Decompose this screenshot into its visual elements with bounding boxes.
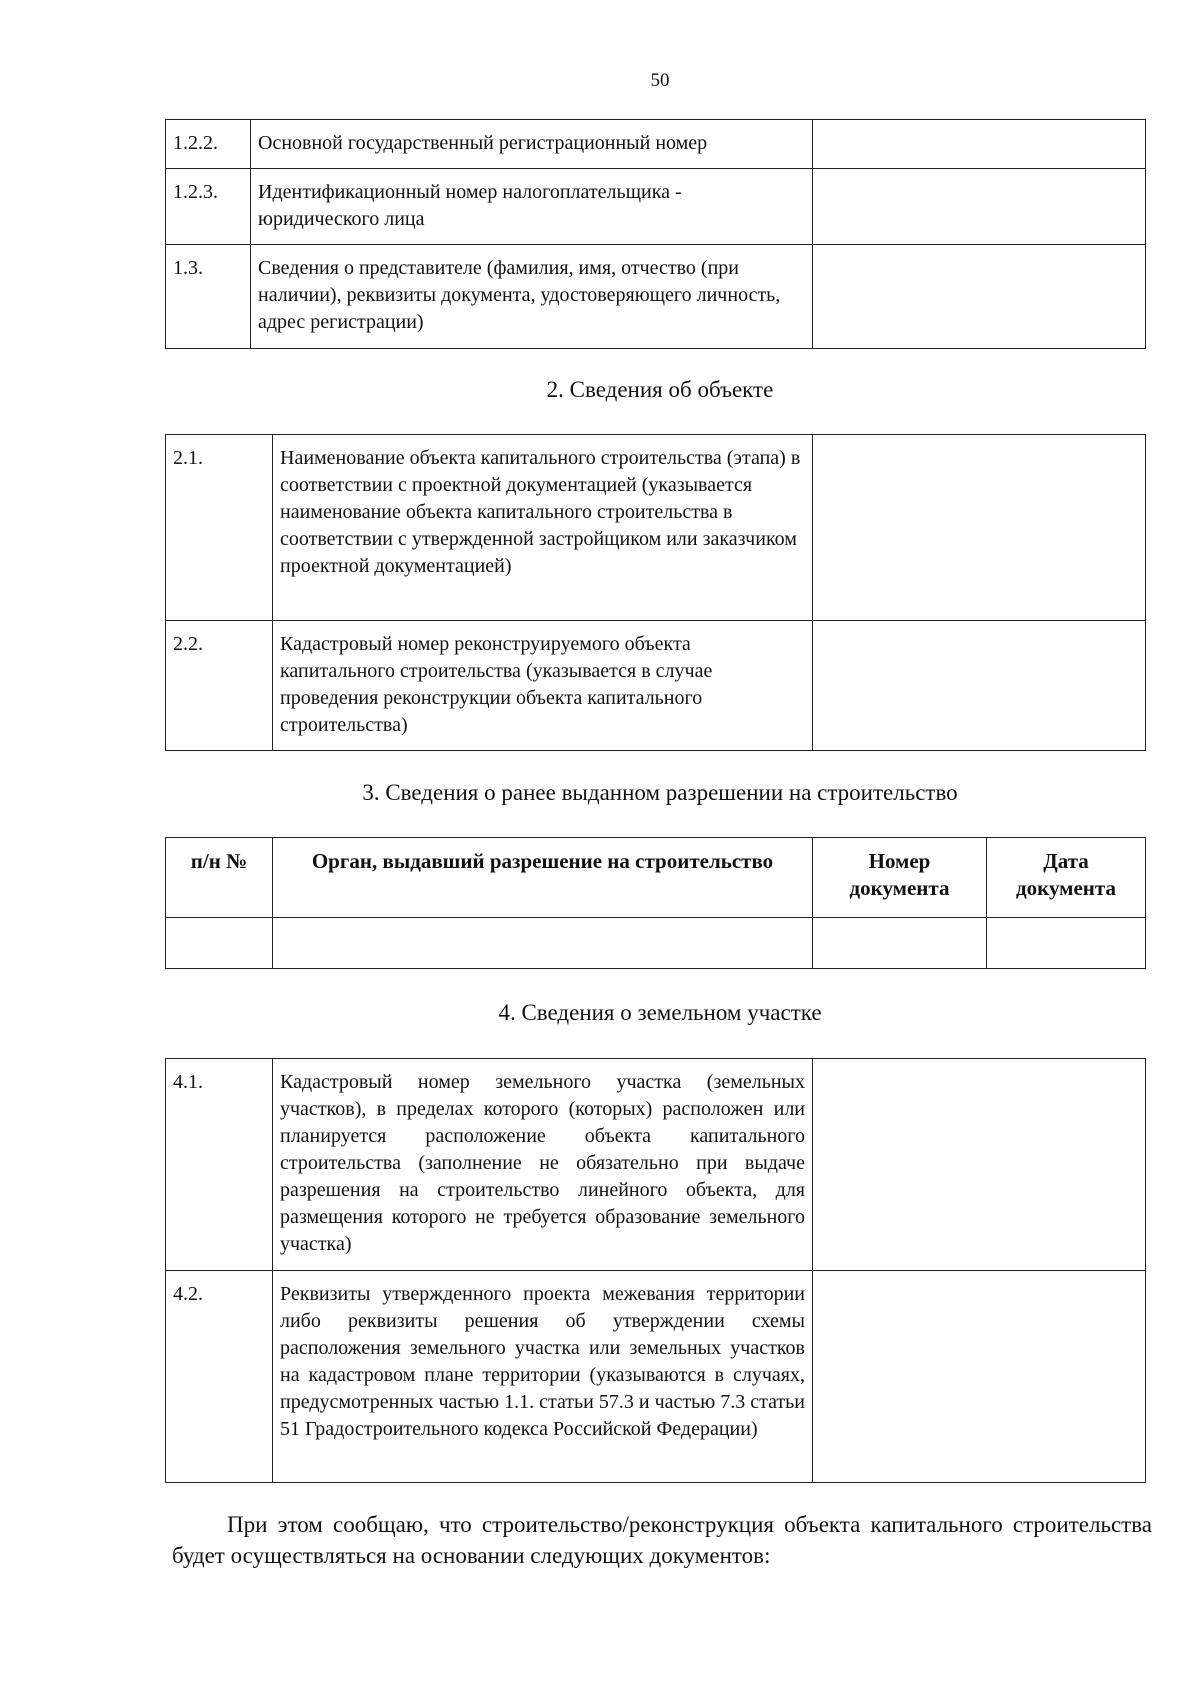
row-label: Наименование объекта капитального строительства (этапа) в соответствии с проектной документацией (указывается наименование объекта капитального строительства в соответствии с утвержденной застройщиком или заказчиком проектной документацией)	[273, 435, 813, 621]
table-row	[166, 245, 1146, 349]
table-row	[166, 1271, 1146, 1483]
column-header-document-number: Номер документа	[813, 838, 987, 918]
row-value-field[interactable]	[813, 621, 1146, 751]
row-label: Реквизиты утвержденного проекта межевания территории либо реквизиты решения об утверждении схемы расположения земельного участка или земельных участков на кадастровом плане территории (указываются в случаях, предусмотренных частью 1.1. статьи 57.3 и частью 7.3 статьи 51 Градостроительного кодекса Российской Федерации)	[273, 1271, 813, 1483]
row-value-field[interactable]	[813, 1059, 1146, 1271]
table-row	[166, 918, 1146, 969]
row-number: 4.2.	[166, 1271, 273, 1483]
cell-document-date-field[interactable]	[987, 918, 1146, 969]
table-row	[166, 435, 1146, 621]
table-row	[166, 120, 1146, 169]
section-heading-land: 4. Сведения о земельном участке	[498, 1000, 822, 1025]
section-heading-object: 2. Сведения об объекте	[546, 377, 774, 402]
cell-authority-field[interactable]	[273, 918, 813, 969]
permit-table	[165, 837, 1146, 969]
table-row	[166, 169, 1146, 245]
object-table	[165, 434, 1146, 751]
cell-number-field[interactable]	[166, 918, 273, 969]
applicant-table	[165, 119, 1146, 349]
row-number: 2.1.	[166, 435, 273, 621]
page-number: 50	[650, 70, 670, 91]
section-heading-permit: 3. Сведения о ранее выданном разрешении на строительство	[362, 780, 958, 805]
row-number: 1.2.2.	[166, 120, 251, 169]
row-label: Кадастровый номер реконструируемого объекта капитального строительства (указывается в случае проведения реконструкции объекта капитального строительства)	[273, 621, 813, 751]
row-label: Кадастровый номер земельного участка (земельных участков), в пределах которого (которых) расположен или планируется расположение объекта капитального строительства (заполнение не обязательно при выдаче разрешения на строительство линейного объекта, для размещения которого не требуется образование земельного участка)	[273, 1059, 813, 1271]
closing-paragraph: При этом сообщаю, что строительство/реконструкция объекта капитального строительства будет осуществляться на основании следующих документов:	[172, 1512, 1152, 1568]
cell-document-number-field[interactable]	[813, 918, 987, 969]
column-header-authority: Орган, выдавший разрешение на строительство	[273, 838, 813, 918]
row-value-field[interactable]	[813, 120, 1146, 169]
row-value-field[interactable]	[813, 169, 1146, 245]
column-header-number: п/н №	[166, 838, 273, 918]
row-value-field[interactable]	[813, 245, 1146, 349]
row-number: 1.3.	[166, 245, 251, 349]
row-label: Идентификационный номер налогоплательщика - юридического лица	[251, 169, 813, 245]
table-header-row	[166, 838, 1146, 918]
land-table	[165, 1058, 1146, 1483]
table-row	[166, 621, 1146, 751]
row-label: Сведения о представителе (фамилия, имя, отчество (при наличии), реквизиты документа, удостоверяющего личность, адрес регистрации)	[251, 245, 813, 349]
row-label: Основной государственный регистрационный номер	[251, 120, 813, 169]
row-number: 2.2.	[166, 621, 273, 751]
table-row	[166, 1059, 1146, 1271]
row-number: 1.2.3.	[166, 169, 251, 245]
column-header-document-date: Дата документа	[987, 838, 1146, 918]
row-value-field[interactable]	[813, 1271, 1146, 1483]
row-number: 4.1.	[166, 1059, 273, 1271]
row-value-field[interactable]	[813, 435, 1146, 621]
